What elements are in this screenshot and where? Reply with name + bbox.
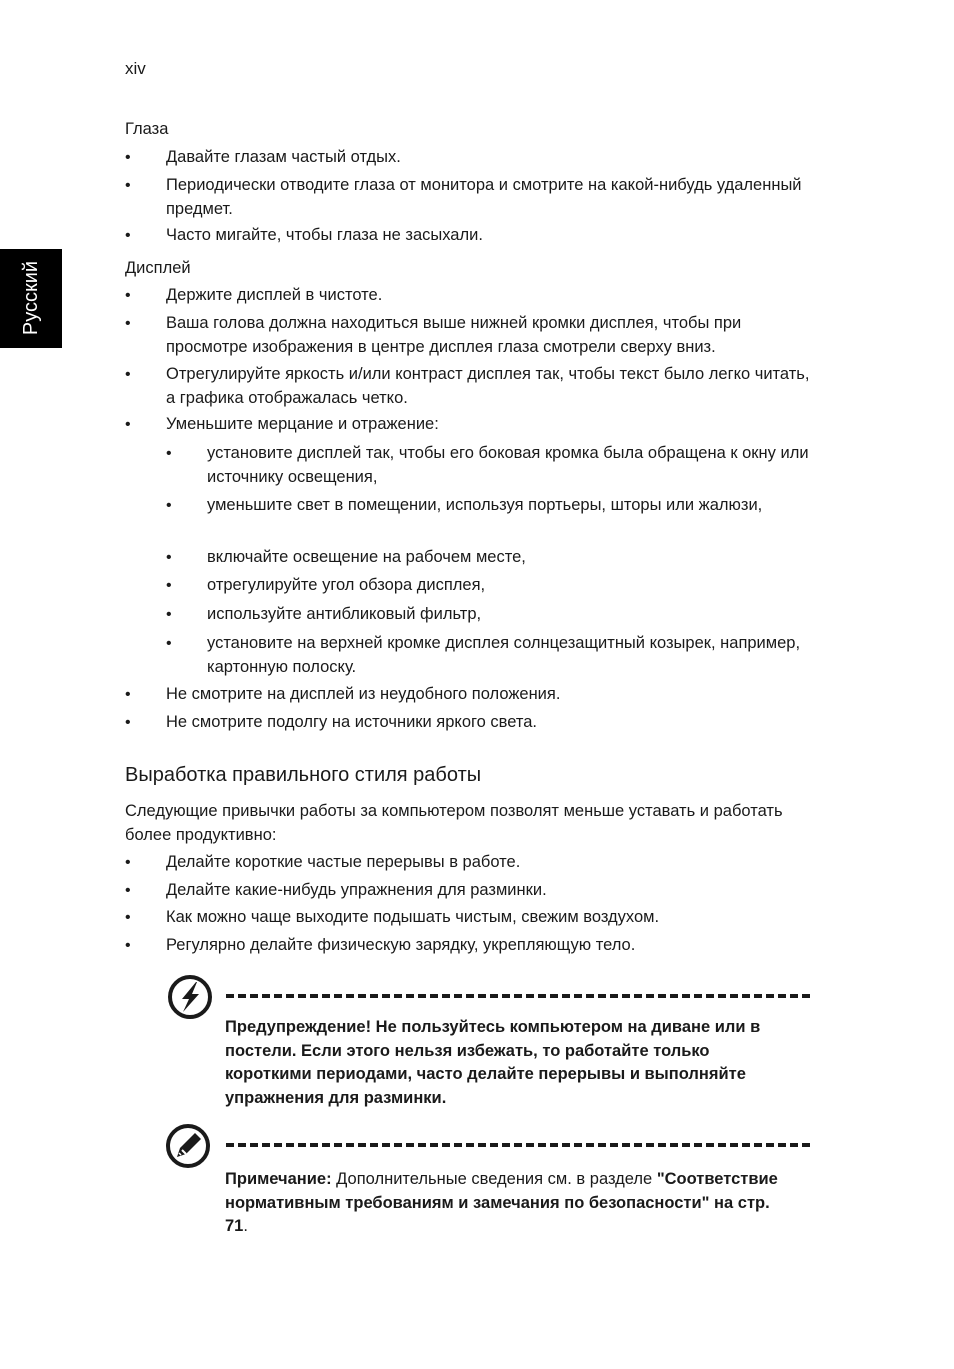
note-divider (226, 1143, 810, 1147)
bullet: • (125, 882, 131, 899)
bullet: • (125, 937, 131, 954)
warning-divider (226, 994, 810, 998)
list-item-text: Не смотрите на дисплей из неудобного положения. (166, 685, 561, 703)
note-text (225, 1168, 785, 1239)
bullet: • (125, 177, 131, 194)
bullet: • (125, 227, 131, 244)
language-side-tab (0, 249, 62, 348)
list-item-text: Периодически отводите глаза от монитора и смотрите на какой-нибудь удаленный предмет. (166, 176, 802, 218)
sub-list-item-text: уменьшите свет в помещении, используя портьеры, шторы или жалюзи, (207, 496, 763, 514)
bullet: • (166, 577, 172, 594)
bullet: • (125, 686, 131, 703)
warning-text: Предупреждение! Не пользуйтесь компьютером на диване или в постели. Если этого нельзя избежать, то работайте только короткими периодами, часто делайте перерывы и выполняйте упражнения для разминки. (225, 1018, 761, 1107)
note-tail: . (243, 1217, 248, 1235)
list-item-text: Часто мигайте, чтобы глаза не засыхали. (166, 226, 483, 244)
display-section-label: Дисплей (125, 259, 191, 277)
bullet: • (125, 714, 131, 731)
eyes-section-label: Глаза (125, 120, 169, 138)
sub-list-item-text: включайте освещение на рабочем месте, (207, 548, 526, 566)
sub-list-item-text: установите дисплей так, чтобы его боковая кромка была обращена к окну или источнику освещения, (207, 444, 809, 486)
list-item-text: Ваша голова должна находиться выше нижней кромки дисплея, чтобы при просмотре изображения в центре дисплея глаза смотрели сверху вниз. (166, 314, 742, 356)
bullet: • (166, 549, 172, 566)
bullet: • (125, 366, 131, 383)
bullet: • (166, 635, 172, 652)
bullet: • (125, 149, 131, 166)
warning-lightning-icon (167, 974, 213, 1020)
list-item-text: Держите дисплей в чистоте. (166, 286, 383, 304)
sub-list-item-text: отрегулируйте угол обзора дисплея, (207, 576, 486, 594)
sub-list-item-text: используйте антибликовый фильтр, (207, 605, 482, 623)
note-reference-link[interactable]: "Соответствие нормативным требованиям и замечания по безопасности" на стр. 71 (225, 1170, 778, 1235)
list-item-text: Давайте глазам частый отдых. (166, 148, 401, 166)
sub-list-item-text: установите на верхней кромке дисплея солнцезащитный козырек, например, картонную полоску. (207, 634, 801, 676)
bullet: • (166, 606, 172, 623)
bullet: • (125, 315, 131, 332)
note-pen-icon (165, 1123, 211, 1169)
bullet: • (125, 416, 131, 433)
note-label: Примечание: (225, 1170, 332, 1188)
bullet: • (166, 445, 172, 462)
list-item-text: Регулярно делайте физическую зарядку, укрепляющую тело. (166, 936, 636, 954)
list-item-text: Уменьшите мерцание и отражение: (166, 415, 439, 433)
list-item-text: Делайте какие-нибудь упражнения для разминки. (166, 881, 547, 899)
bullet: • (125, 909, 131, 926)
bullet: • (125, 854, 131, 871)
list-item-text: Не смотрите подолгу на источники яркого света. (166, 713, 538, 731)
bullet: • (166, 497, 172, 514)
language-side-tab-label: Русский (20, 260, 42, 336)
bullet: • (125, 287, 131, 304)
list-item-text: Как можно чаще выходите подышать чистым, свежим воздухом. (166, 908, 660, 926)
list-item-text: Отрегулируйте яркость и/или контраст дисплея так, чтобы текст было легко читать, а графика отображалась четко. (166, 365, 810, 407)
note-body: Дополнительные сведения см. в разделе (331, 1170, 657, 1188)
intro-paragraph: Следующие привычки работы за компьютером позволят меньше уставать и работать более продуктивно: (125, 802, 783, 844)
page-number: xiv (125, 59, 146, 78)
section-heading: Выработка правильного стиля работы (125, 764, 482, 786)
list-item-text: Делайте короткие частые перерывы в работе. (166, 853, 521, 871)
